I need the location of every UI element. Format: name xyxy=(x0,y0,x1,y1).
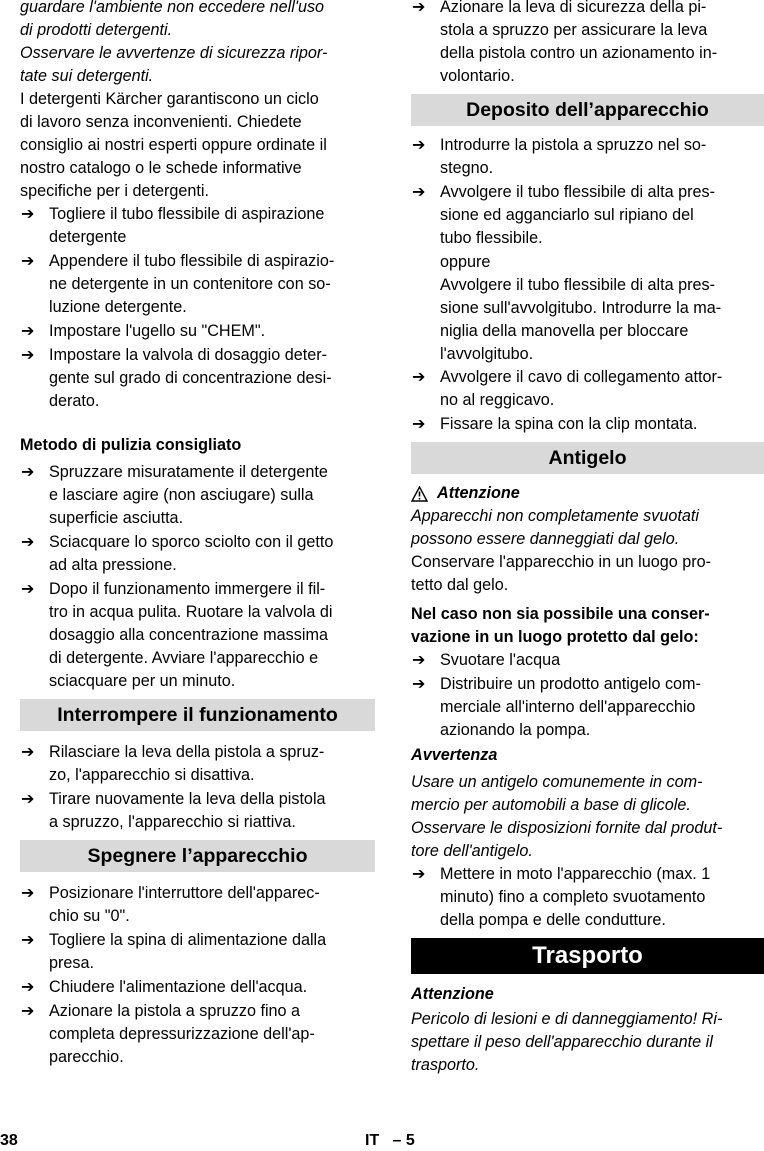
list-item: ➔ Chiudere l'alimentazione dell'acqua. xyxy=(20,976,375,999)
oppure-text: oppure xyxy=(440,253,491,271)
arrow-right-icon: ➔ xyxy=(21,744,35,761)
arrow-right-icon: ➔ xyxy=(412,676,426,693)
arrow-right-icon: ➔ xyxy=(21,206,35,223)
arrow-right-icon: ➔ xyxy=(412,137,426,154)
arrow-right-icon: ➔ xyxy=(21,885,35,902)
arrow-right-icon: ➔ xyxy=(412,0,426,16)
frost-text: Conservare l'apparecchio in un luogo pro- tetto dal gelo. xyxy=(411,553,712,594)
list-item: ➔ Mettere in moto l'apparecchio (max. 1 minuto) fino a completo svuotamento della pompa e delle condutture. xyxy=(412,865,711,929)
detergent-steps xyxy=(20,203,375,413)
frost-bold-text: Nel caso non sia possibile una conser- vazione in un luogo protetto dal gelo: xyxy=(411,605,710,646)
page-footer xyxy=(0,1131,764,1151)
method-heading: Metodo di pulizia consigliato xyxy=(20,436,242,454)
list-item: ➔ Dopo il funzionamento immergere il fil- tro in acqua pulita. Ruotare la valvola di dosaggio alla concentrazione massima di detergente. Avviare l'apparecchio e sciacquare per un minuto. xyxy=(21,580,333,690)
list-item: ➔ Fissare la spina con la clip montata. xyxy=(411,413,764,436)
storage-alternative: Avvolgere il tubo flessibile di alta pres- sione sull'avvolgitubo. Introdurre la ma- niglia della manovella per bloccare l'avvolgitubo. xyxy=(440,276,722,363)
warning-triangle-icon xyxy=(411,486,428,502)
arrow-right-icon: ➔ xyxy=(21,253,35,270)
frost-steps-2 xyxy=(411,863,764,932)
method-steps xyxy=(20,461,375,693)
section-heading-storage: Deposito dell’apparecchio xyxy=(411,94,764,126)
list-item: ➔ Avvolgere il tubo flessibile di alta pres- sione ed agganciarlo sul ripiano del tubo flessibile. xyxy=(412,183,716,247)
page-reference: IT – 5 xyxy=(365,1132,415,1149)
intro-text: I detergenti Kärcher garantiscono un ciclo di lavoro senza inconvenienti. Chiedete consiglio ai nostri esperti oppure ordinate il nostro catalogo o le schede informative specifiche per i detergenti. xyxy=(20,90,327,200)
list-item: ➔ Appendere il tubo flessibile di aspirazio- ne detergente in un contenitore con so- luzione detergente. xyxy=(21,252,335,316)
section-heading-interrupt: Interrompere il funzionamento xyxy=(20,699,375,731)
off-steps xyxy=(20,882,375,1069)
list-item: ➔ Togliere il tubo flessibile di aspirazione detergente xyxy=(21,205,325,246)
arrow-right-icon: ➔ xyxy=(21,464,35,481)
caution-text: Apparecchi non completamente svuotati possono essere danneggiati dal gelo. xyxy=(411,507,699,548)
list-item: ➔ Rilasciare la leva della pistola a spruz- zo, l'apparecchio si disattiva. xyxy=(21,743,325,784)
arrow-right-icon: ➔ xyxy=(21,323,35,340)
section-heading-transport: Trasporto xyxy=(411,938,764,974)
caution-heading xyxy=(411,482,764,505)
arrow-right-icon: ➔ xyxy=(21,979,35,996)
list-item: ➔ Distribuire un prodotto antigelo com- merciale all'interno dell'apparecchio azionando la pompa. xyxy=(412,675,701,739)
note-text: Usare un antigelo comunemente in com- mercio per automobili a base di glicole. Osservare le disposizioni fornite dal produt- tore dell'antigelo. xyxy=(411,773,723,860)
arrow-right-icon: ➔ xyxy=(412,652,426,669)
safety-steps xyxy=(411,0,764,88)
list-item: ➔ Introdurre la pistola a spruzzo nel so- stegno. xyxy=(412,136,707,177)
list-item: ➔ Azionare la pistola a spruzzo fino a completa depressurizzazione dell'ap- parecchio. xyxy=(21,1002,315,1066)
note-label: Avvertenza xyxy=(411,746,498,764)
arrow-right-icon: ➔ xyxy=(21,1003,35,1020)
transport-text: Pericolo di lesioni e di danneggiamento! Ri- spettare il peso dell'apparecchio durante il trasporto. xyxy=(411,1010,723,1074)
arrow-right-icon: ➔ xyxy=(412,866,426,883)
arrow-right-icon: ➔ xyxy=(21,534,35,551)
frost-steps xyxy=(411,649,764,742)
storage-steps xyxy=(411,134,764,250)
interrupt-steps xyxy=(20,741,375,834)
section-heading-off: Spegnere l’apparecchio xyxy=(20,840,375,872)
transport-label: Attenzione xyxy=(411,985,494,1003)
arrow-right-icon: ➔ xyxy=(21,932,35,949)
list-item: ➔ Svuotare l'acqua xyxy=(411,649,764,672)
list-item: ➔ Avvolgere il cavo di collegamento attor- no al reggicavo. xyxy=(412,368,723,409)
list-item: ➔ Posizionare l'interruttore dell'apparec- chio su "0". xyxy=(21,884,320,925)
list-item: ➔ Azionare la leva di sicurezza della pi- stola a spruzzo per assicurare la leva della pistola contro un azionamento in- volontario. xyxy=(411,0,764,88)
list-item: ➔ Sciacquare lo sporco sciolto con il getto ad alta pressione. xyxy=(21,533,334,574)
list-item: ➔ Impostare l'ugello su "CHEM". xyxy=(20,320,375,343)
arrow-right-icon: ➔ xyxy=(412,184,426,201)
arrow-right-icon: ➔ xyxy=(21,347,35,364)
list-item: ➔ Impostare la valvola di dosaggio deter- gente sul grado di concentrazione desi- derato. xyxy=(21,346,332,410)
arrow-right-icon: ➔ xyxy=(412,369,426,386)
right-column xyxy=(411,0,764,1077)
arrow-right-icon: ➔ xyxy=(21,581,35,598)
caution-label: Attenzione xyxy=(437,484,520,502)
list-item: ➔ Tirare nuovamente la leva della pistola a spruzzo, l'apparecchio si riattiva. xyxy=(21,790,326,831)
list-item: ➔ Togliere la spina di alimentazione dalla presa. xyxy=(21,931,327,972)
page-number: 38 xyxy=(0,1132,18,1149)
list-item: ➔ Spruzzare misuratamente il detergente e lasciare agire (non asciugare) sulla superficie asciutta. xyxy=(21,463,328,527)
left-column xyxy=(20,0,375,1070)
intro-italic: guardare l'ambiente non eccedere nell'uso di prodotti detergenti. Osservare le avvertenze di sicurezza ripor- tate sui detergenti. xyxy=(20,0,328,85)
arrow-right-icon: ➔ xyxy=(412,416,426,433)
section-heading-frost: Antigelo xyxy=(411,442,764,474)
arrow-right-icon: ➔ xyxy=(21,791,35,808)
storage-steps-2 xyxy=(411,366,764,436)
